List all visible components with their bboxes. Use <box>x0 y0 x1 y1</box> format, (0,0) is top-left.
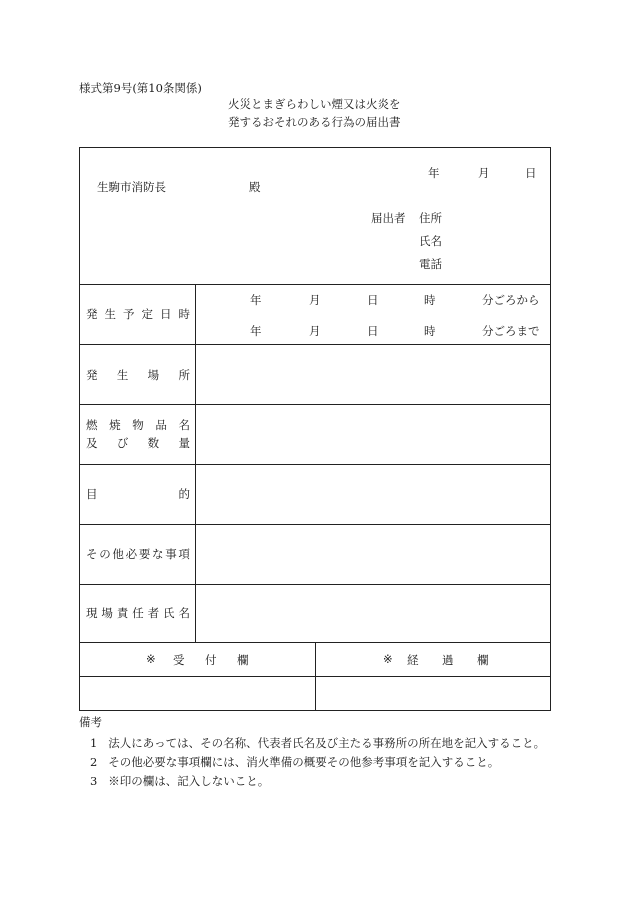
other-label <box>86 546 190 562</box>
label-char: 生 <box>104 307 116 321</box>
label-char: 及 <box>86 436 98 450</box>
label-char: 日 <box>160 307 172 321</box>
row-divider <box>80 404 550 405</box>
from-hour: 時 <box>424 293 436 307</box>
to-month: 月 <box>309 324 321 338</box>
label-char: 場 <box>147 368 160 382</box>
to-minute: 分ごろまで <box>482 324 540 338</box>
label-char: 量 <box>178 436 190 450</box>
from-minute: 分ごろから <box>482 293 540 307</box>
to-year: 年 <box>250 324 262 338</box>
column-divider <box>315 642 316 710</box>
remark-item <box>90 754 499 770</box>
label-char: 発 <box>86 307 98 321</box>
document-title-line2: 発するおそれのある行為の届出書 <box>228 115 401 129</box>
date-month-label: 月 <box>478 166 490 180</box>
label-char: 事 <box>165 547 177 561</box>
label-char: び <box>116 436 129 450</box>
row-divider <box>80 524 550 525</box>
remark-number: 1 <box>90 736 98 750</box>
label-char: 名 <box>178 606 190 620</box>
remark-number: 3 <box>90 774 98 788</box>
date-day-label: 日 <box>525 166 537 180</box>
schedule-label <box>86 306 190 322</box>
progress-char: 過 <box>442 653 454 667</box>
phone-label: 電話 <box>419 257 442 271</box>
label-char: 生 <box>116 368 129 382</box>
remark-text: 法人にあっては、その名称、代表者氏名及び主たる事務所の所在地を記入すること。 <box>108 736 546 750</box>
reception-char: 欄 <box>237 653 249 667</box>
label-char: 他 <box>112 547 124 561</box>
label-char: 必 <box>125 547 138 561</box>
progress-char: 経 <box>407 653 419 667</box>
label-char: 的 <box>178 487 190 501</box>
remark-text: ※印の欄は、記入しないこと。 <box>108 774 270 788</box>
label-char: 氏 <box>163 606 175 620</box>
form-number: 様式第9号(第10条関係) <box>79 81 202 95</box>
to-day: 日 <box>367 324 379 338</box>
label-char: 項 <box>178 547 190 561</box>
label-char: 数 <box>147 436 160 450</box>
reception-char: 付 <box>205 653 217 667</box>
progress-mark: ※ <box>383 652 393 666</box>
materials-label-line2 <box>86 435 190 451</box>
label-char: 予 <box>123 307 135 321</box>
location-label <box>86 367 190 383</box>
label-char: 定 <box>141 307 153 321</box>
submitter-label: 届出者 <box>371 211 406 225</box>
label-char: の <box>99 547 111 561</box>
remark-item <box>90 773 269 789</box>
from-month: 月 <box>309 293 321 307</box>
row-divider <box>80 464 550 465</box>
label-char: 者 <box>147 606 160 620</box>
supervisor-label <box>86 605 190 621</box>
document-title <box>228 95 401 131</box>
remark-item <box>90 735 545 751</box>
label-char: 場 <box>101 606 113 620</box>
reception-mark: ※ <box>146 652 156 666</box>
label-char: 所 <box>178 368 190 382</box>
date-year-label: 年 <box>428 166 440 180</box>
progress-char: 欄 <box>477 653 489 667</box>
label-char: 時 <box>178 307 190 321</box>
from-day: 日 <box>367 293 379 307</box>
label-char: そ <box>86 547 98 561</box>
remark-number: 2 <box>90 755 98 769</box>
label-char: 品 <box>155 418 167 432</box>
honorific: 殿 <box>249 180 261 194</box>
label-char: 目 <box>86 487 98 501</box>
row-divider <box>80 284 550 285</box>
to-hour: 時 <box>424 324 436 338</box>
purpose-label <box>86 486 190 502</box>
remark-text: その他必要な事項欄には、消火準備の概要その他参考事項を記入すること。 <box>108 755 500 769</box>
label-char: 物 <box>132 418 144 432</box>
form-table <box>79 147 551 711</box>
label-char: 任 <box>132 606 144 620</box>
from-year: 年 <box>250 293 262 307</box>
label-char: 要 <box>138 547 151 561</box>
label-char: な <box>152 547 164 561</box>
remarks-title: 備考 <box>79 715 102 729</box>
address-label: 住所 <box>419 211 442 225</box>
label-char: 燃 <box>86 418 98 432</box>
label-char: 現 <box>86 606 98 620</box>
document-title-line1: 火災とまぎらわしい煙又は火炎を <box>228 97 401 111</box>
name-label: 氏名 <box>419 234 442 248</box>
addressee: 生駒市消防長 <box>97 180 166 194</box>
column-divider <box>195 284 196 642</box>
row-divider <box>80 344 550 345</box>
label-char: 焼 <box>109 418 121 432</box>
reception-char: 受 <box>173 653 185 667</box>
label-char: 責 <box>116 606 129 620</box>
label-char: 発 <box>86 368 98 382</box>
label-char: 名 <box>178 418 190 432</box>
materials-label-line1 <box>86 417 190 433</box>
row-divider <box>80 584 550 585</box>
